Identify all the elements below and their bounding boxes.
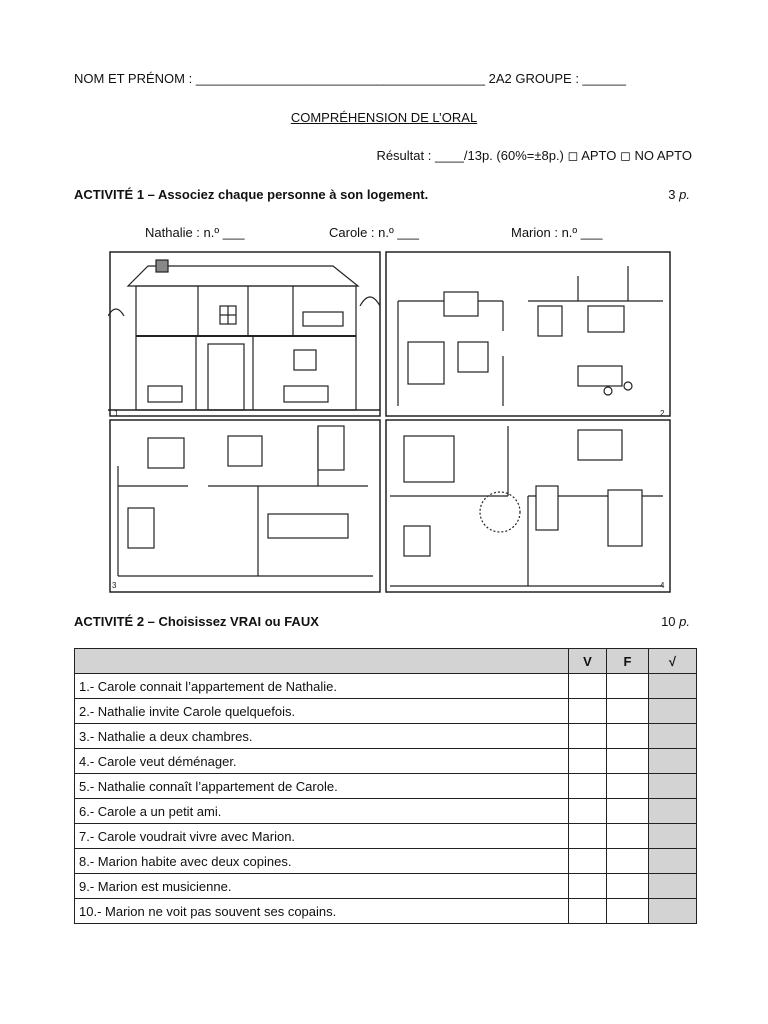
statement-text: 10.- Marion ne voit pas souvent ses copains. bbox=[75, 899, 569, 924]
statement-text: 1.- Carole connait l’appartement de Nathalie. bbox=[75, 674, 569, 699]
score-check-cell bbox=[649, 724, 697, 749]
score-check-cell bbox=[649, 874, 697, 899]
activity2-points bbox=[661, 614, 690, 629]
result-label: Résultat : ____/13p. (60%=±8p.) bbox=[376, 148, 564, 163]
page-title: COMPRÉHENSION DE L’ORAL bbox=[290, 110, 478, 125]
name-group-header bbox=[74, 71, 626, 86]
score-check-cell bbox=[649, 799, 697, 824]
activity1-title: ACTIVITÉ 1 – Associez chaque personne à son logement. bbox=[74, 187, 429, 202]
statement-text: 5.- Nathalie connaît l’appartement de Carole. bbox=[75, 774, 569, 799]
table-row bbox=[75, 899, 697, 924]
score-check-cell bbox=[649, 699, 697, 724]
table-row bbox=[75, 799, 697, 824]
answer-faux-cell[interactable] bbox=[607, 699, 649, 724]
answer-vrai-cell[interactable] bbox=[569, 724, 607, 749]
activity2-points-unit: p. bbox=[679, 614, 690, 629]
answer-vrai-cell[interactable] bbox=[569, 874, 607, 899]
answer-faux-cell[interactable] bbox=[607, 674, 649, 699]
answer-faux-cell[interactable] bbox=[607, 749, 649, 774]
answer-vrai-cell[interactable] bbox=[569, 749, 607, 774]
answer-faux-cell[interactable] bbox=[607, 824, 649, 849]
apto-label: APTO bbox=[581, 148, 617, 163]
answer-vrai-cell[interactable] bbox=[569, 849, 607, 874]
true-false-table bbox=[74, 648, 697, 924]
score-check-cell bbox=[649, 849, 697, 874]
activity1-points-unit: p. bbox=[679, 187, 690, 202]
person-marion[interactable]: Marion : n.º ___ bbox=[511, 225, 603, 240]
statement-text: 3.- Nathalie a deux chambres. bbox=[75, 724, 569, 749]
answer-faux-cell[interactable] bbox=[607, 899, 649, 924]
answer-vrai-cell[interactable] bbox=[569, 799, 607, 824]
no-apto-label: NO APTO bbox=[634, 148, 692, 163]
plan-number-2: 2 bbox=[660, 409, 665, 418]
statement-text: 2.- Nathalie invite Carole quelquefois. bbox=[75, 699, 569, 724]
statement-text: 8.- Marion habite avec deux copines. bbox=[75, 849, 569, 874]
statement-text: 6.- Carole a un petit ami. bbox=[75, 799, 569, 824]
activity2-title: ACTIVITÉ 2 – Choisissez VRAI ou FAUX bbox=[74, 614, 319, 629]
table-row bbox=[75, 749, 697, 774]
plan-1-house bbox=[108, 252, 380, 418]
answer-faux-cell[interactable] bbox=[607, 774, 649, 799]
plan-number-1: 1 bbox=[114, 409, 119, 418]
answer-faux-cell[interactable] bbox=[607, 849, 649, 874]
activity2-points-number: 10 bbox=[661, 614, 676, 629]
table-row bbox=[75, 824, 697, 849]
answer-vrai-cell[interactable] bbox=[569, 824, 607, 849]
table-row bbox=[75, 674, 697, 699]
person-carole[interactable]: Carole : n.º ___ bbox=[329, 225, 420, 240]
result-line bbox=[376, 148, 692, 164]
plan-3-floorplan bbox=[110, 420, 380, 592]
score-check-cell bbox=[649, 899, 697, 924]
table-row bbox=[75, 724, 697, 749]
activity1-points bbox=[668, 187, 690, 202]
person-nathalie[interactable]: Nathalie : n.º ___ bbox=[145, 225, 245, 240]
answer-vrai-cell[interactable] bbox=[569, 774, 607, 799]
score-check-cell bbox=[649, 774, 697, 799]
answer-faux-cell[interactable] bbox=[607, 799, 649, 824]
answer-vrai-cell[interactable] bbox=[569, 699, 607, 724]
column-header-vrai: V bbox=[569, 649, 607, 674]
plan-2-floorplan bbox=[386, 252, 670, 418]
answer-vrai-cell[interactable] bbox=[569, 674, 607, 699]
statement-text: 4.- Carole veut déménager. bbox=[75, 749, 569, 774]
table-row bbox=[75, 774, 697, 799]
apto-checkbox[interactable]: ◻ bbox=[567, 148, 579, 163]
statement-text: 9.- Marion est musicienne. bbox=[75, 874, 569, 899]
column-header-faux: F bbox=[607, 649, 649, 674]
name-group-label: NOM ET PRÉNOM : ________________________________________ 2A2 GROUPE : ______ bbox=[74, 71, 626, 86]
plan-number-3: 3 bbox=[112, 581, 117, 590]
score-check-cell bbox=[649, 674, 697, 699]
table-row bbox=[75, 849, 697, 874]
activity1-points-number: 3 bbox=[668, 187, 676, 202]
answer-faux-cell[interactable] bbox=[607, 724, 649, 749]
table-row bbox=[75, 874, 697, 899]
score-check-cell bbox=[649, 749, 697, 774]
answer-faux-cell[interactable] bbox=[607, 874, 649, 899]
housing-plans-illustration bbox=[108, 246, 672, 596]
score-check-cell bbox=[649, 824, 697, 849]
statement-text: 7.- Carole voudrait vivre avec Marion. bbox=[75, 824, 569, 849]
table-row bbox=[75, 699, 697, 724]
plan-4-floorplan bbox=[386, 420, 670, 592]
no-apto-checkbox[interactable]: ◻ bbox=[620, 148, 631, 163]
statement-header bbox=[75, 649, 569, 674]
answer-vrai-cell[interactable] bbox=[569, 899, 607, 924]
column-header-check: √ bbox=[649, 649, 697, 674]
table-header-row bbox=[75, 649, 697, 674]
plan-number-4: 4 bbox=[660, 581, 665, 590]
